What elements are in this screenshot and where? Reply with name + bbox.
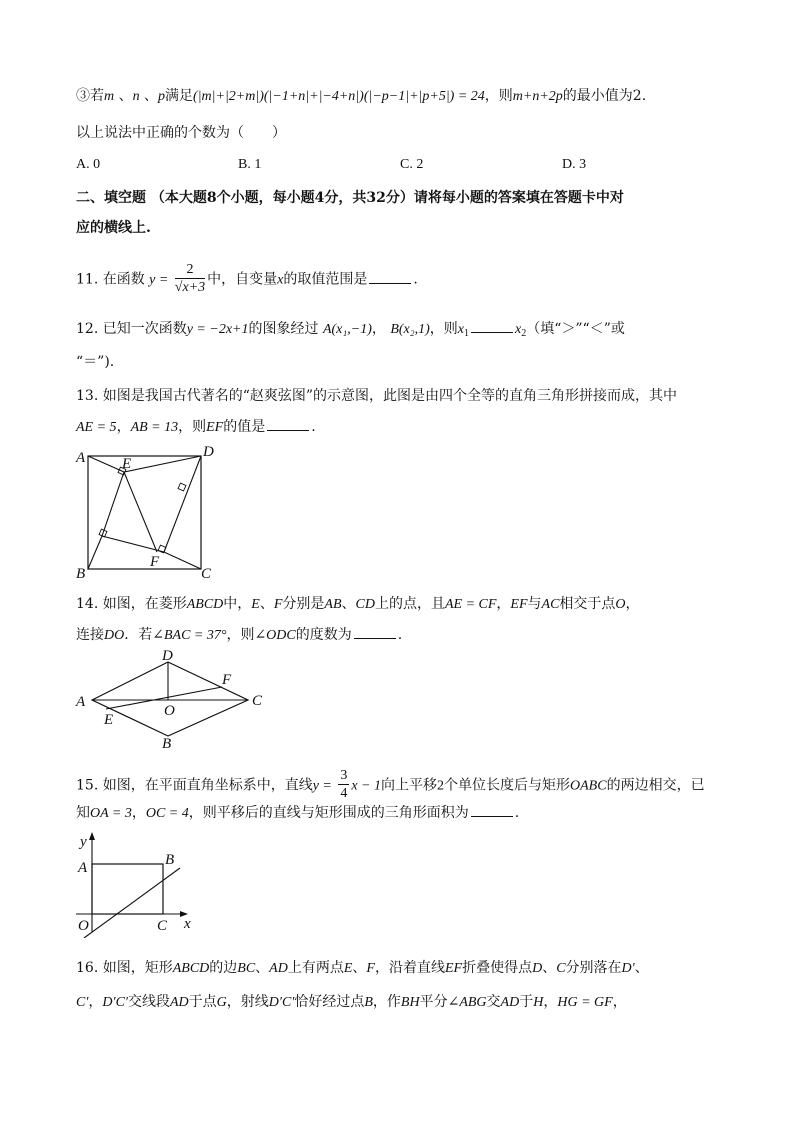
q14-odc: ∠ODC [254, 628, 296, 643]
answer-blank[interactable] [471, 318, 513, 333]
q15-text-b: 向上平移 [381, 777, 438, 794]
q15-text-a: 15. 如图，在平面直角坐标系中，直线 [76, 777, 313, 794]
line-ef [124, 472, 157, 552]
label-y: y [80, 834, 87, 850]
q16-bc: BC [237, 961, 256, 976]
q16-ad3: AD [500, 995, 520, 1010]
q13-line1: 13. 如图是我国古代著名的“赵爽弦图”的示意图，此图是由四个全等的直角三角形拼接而成，其中 [76, 388, 678, 404]
q16-text-e: 折叠使得点 [462, 960, 533, 976]
q11-text3: 的取值范围是 [283, 271, 368, 288]
answer-blank[interactable] [267, 416, 309, 431]
label-a: A [76, 694, 86, 710]
q16-abcd: ABCD [172, 961, 210, 976]
label-o: O [78, 918, 89, 934]
period: . [413, 271, 418, 288]
q16-d: D [532, 961, 543, 976]
q10-item3-prefix: ③若 [76, 88, 104, 104]
outer-square [88, 456, 201, 569]
label-f: F [150, 554, 160, 570]
q16-h: H [533, 995, 544, 1010]
q15-two: 2 [437, 778, 445, 794]
q13-ae: AE = 5 [76, 420, 117, 435]
q14-do: DO [104, 628, 125, 643]
q16-text-2i: 交 [486, 994, 501, 1010]
q12-line1 [76, 318, 625, 344]
q16-hggf: HG = GF [557, 995, 613, 1010]
label-c: C [157, 918, 168, 934]
label-x: x [184, 916, 191, 932]
abs-equation: (|m|+|2+m|)(|−1+n|+|−4+n|)(|−p−1|+|p+5|) = 24 [193, 89, 485, 104]
label-c: C [201, 566, 212, 582]
q14-figure [72, 648, 272, 752]
period: . [397, 627, 403, 643]
q13-ef: EF [206, 420, 224, 435]
label-f: F [222, 672, 232, 688]
q16-line1 [76, 958, 649, 979]
q12-text-b: 的图象经过 [248, 321, 319, 337]
q15-text-2b: ，则平移后的直线与矩形围成的三角形面积为 [188, 805, 469, 821]
q16-abg: ∠ABG [447, 995, 487, 1010]
q11-num: 11. 在函数 [76, 271, 145, 288]
choice-c: C. 2 [400, 157, 424, 172]
q14-text-2c: ，则 [226, 627, 255, 643]
q15-fraction [338, 768, 349, 803]
q14-text-c: 分别是 [282, 596, 325, 612]
sep: ， [496, 596, 511, 612]
q16-ef: EF [444, 961, 463, 976]
q15-y-lhs: y = [312, 778, 332, 794]
q12-func: y = −2x+1 [186, 322, 249, 337]
q14-ab: AB [324, 597, 342, 612]
q11-frac-den: √x+3 [174, 280, 206, 295]
target-expr: m+n+2p [512, 89, 563, 104]
q11-func-lhs: y = [149, 272, 169, 288]
result-text: ，则 [484, 88, 513, 104]
q15-text-c: 个单位长度后与矩形 [444, 777, 571, 794]
q14-angle: ∠BAC = 37° [152, 628, 227, 643]
q15-line1 [76, 768, 705, 803]
sep: 、 [341, 596, 356, 612]
q12-line2: “＝”). [76, 354, 115, 370]
q16-ad2: AD [169, 995, 189, 1010]
line-bg [88, 536, 102, 569]
q12-text-c: ，则 [429, 321, 458, 337]
label-b: B [162, 736, 172, 752]
answer-blank[interactable] [354, 624, 396, 639]
label-d: D [162, 648, 173, 664]
sep: 、 [255, 960, 270, 976]
q16-text-2f: 恰好经过点 [294, 994, 365, 1010]
q11-frac-num: 2 [175, 262, 205, 279]
q16-text-d: ，沿着直线 [374, 960, 445, 976]
label-e: E [104, 712, 114, 728]
right-angle-d [178, 483, 186, 491]
q14-text-d: 上的点，且 [374, 596, 445, 612]
q16-dc: D′C′ [102, 995, 128, 1010]
q16-text-a: 16. 如图，矩形 [76, 960, 173, 976]
label-e: E [122, 456, 132, 472]
choice-a: A. 0 [76, 157, 101, 172]
section2-desc: （本大题8个小题，每小题4分，共32分）请将每小题的答案填在答题卡中对 [150, 190, 624, 206]
answer-blank[interactable] [471, 802, 513, 817]
sep: ， [371, 321, 386, 337]
q13-line2 [76, 416, 316, 438]
q16-b: B [364, 995, 373, 1010]
sep: 、 [352, 960, 367, 976]
sep: ， [543, 994, 558, 1010]
q14-text-e: 与 [527, 596, 542, 612]
q15-oc: OC = 4 [145, 806, 189, 821]
sep: ， [612, 994, 627, 1010]
choice-b: B. 1 [238, 157, 262, 172]
q13-ab: AB = 13 [130, 420, 179, 435]
q12-x1-sub: 1 [464, 328, 469, 339]
q16-text-2c: 交线段 [127, 994, 170, 1010]
sep: 、 [542, 960, 557, 976]
label-d: D [203, 444, 214, 460]
q15-text-2a: 知 [76, 805, 90, 821]
q16-c: C [556, 961, 566, 976]
q11-fraction [175, 262, 205, 297]
label-a: A [78, 860, 88, 876]
q14-ef: EF [510, 597, 528, 612]
line-dh [164, 456, 201, 552]
q12-x2-sub: 2 [521, 328, 527, 339]
line-ae [88, 456, 124, 472]
line-hc [164, 552, 201, 569]
q16-f: F [366, 961, 375, 976]
q14-text-a: 14. 如图，在菱形 [76, 596, 187, 612]
label-c: C [252, 693, 263, 709]
q11-var: x [277, 272, 284, 288]
sep: 、 [144, 88, 159, 104]
q14-e: E [251, 597, 260, 612]
line-de [124, 456, 201, 472]
q13-figure [72, 444, 222, 582]
label-b: B [165, 852, 175, 868]
label-b: B [76, 566, 86, 582]
q16-text-2g: ，作 [372, 994, 401, 1010]
q10-summary: 以上说法中正确的个数为（ ） [76, 125, 286, 141]
q16-g: G [216, 995, 227, 1010]
q16-dprime: D′ [621, 961, 635, 976]
q15-oa: OA = 3 [90, 806, 132, 821]
q14-o: O [615, 597, 626, 612]
q16-text-b: 的边 [209, 960, 238, 976]
section2-desc2: 应的横线上. [76, 220, 151, 236]
q14-text-2b: ．若 [124, 627, 153, 643]
q16-e: E [343, 961, 353, 976]
q14-cd: CD [355, 597, 375, 612]
q12-point-b: B(x₂,1) [390, 322, 430, 337]
var-p: p [158, 89, 166, 104]
q12-text-d: （填“＞”“＜”或 [526, 321, 625, 337]
q14-aecf: AE = CF [444, 597, 497, 612]
q14-ac: AC [541, 597, 560, 612]
q15-y-rhs: x − 1 [351, 778, 382, 794]
q14-f: F [273, 597, 283, 612]
y-axis-arrow [89, 832, 95, 840]
period: . [514, 805, 520, 821]
q14-line2 [76, 624, 402, 646]
q16-text-2j: 于 [519, 994, 534, 1010]
label-o: O [164, 703, 175, 719]
q14-abcd: ABCD [186, 597, 224, 612]
section2-title: 二、填空题 [76, 190, 146, 206]
q13-text-mid: ，则 [178, 419, 207, 435]
q14-line1 [76, 594, 640, 615]
section2-heading [76, 188, 624, 208]
q16-dc2: D′C′ [268, 995, 295, 1010]
q16-text-c: 上有两点 [287, 960, 344, 976]
sep: 、 [118, 88, 133, 104]
q16-text-2d: 于点 [188, 994, 217, 1010]
q14-text-b: 中， [223, 596, 252, 612]
q14-text-2a: 连接 [76, 627, 104, 643]
line-gh [102, 536, 164, 552]
choice-d: D. 3 [562, 157, 587, 172]
q14-text-f: 相交于点 [559, 596, 616, 612]
answer-blank[interactable] [369, 269, 411, 284]
sep: ， [625, 596, 640, 612]
q11-line [76, 262, 418, 297]
sep: ， [88, 994, 103, 1010]
q15-frac-num: 3 [340, 768, 348, 783]
satisfy-text: 满足 [165, 88, 194, 104]
label-a: A [76, 450, 86, 466]
q14-text-2d: 的度数为 [295, 627, 352, 643]
suffix-text: 的最小值为2. [562, 88, 647, 104]
q16-text-2e: ，射线 [226, 994, 269, 1010]
q12-text-a: 12. 已知一次函数 [76, 321, 187, 337]
q12-x1: x [457, 322, 464, 337]
q16-text-2h: 平分 [419, 994, 448, 1010]
q12-point-a: A(x₁,−1) [322, 322, 372, 337]
sep: 、 [259, 596, 274, 612]
var-n: n [132, 89, 140, 104]
period: . [311, 419, 316, 435]
q15-frac-den: 4 [340, 786, 348, 801]
q15-figure [72, 828, 202, 938]
q10-item3-line [76, 86, 646, 107]
q13-text-end: 的值是 [223, 419, 266, 435]
q16-text-f: 分别落在 [565, 960, 622, 976]
q16-bh: BH [400, 995, 420, 1010]
q15-line2 [76, 802, 519, 824]
sep: ， [131, 805, 146, 821]
q12-x2: x [515, 322, 522, 337]
q11-text2: 中，自变量 [207, 271, 278, 288]
sep: 、 [634, 960, 649, 976]
q15-oabc: OABC [570, 778, 607, 794]
q16-line2 [76, 992, 627, 1013]
sep: ， [116, 419, 131, 435]
q16-ad: AD [269, 961, 288, 976]
q16-cprime: C′ [76, 995, 89, 1010]
var-m: m [104, 89, 115, 104]
q15-text-d: 的两边相交，已 [606, 777, 705, 794]
line-eg [102, 472, 124, 536]
